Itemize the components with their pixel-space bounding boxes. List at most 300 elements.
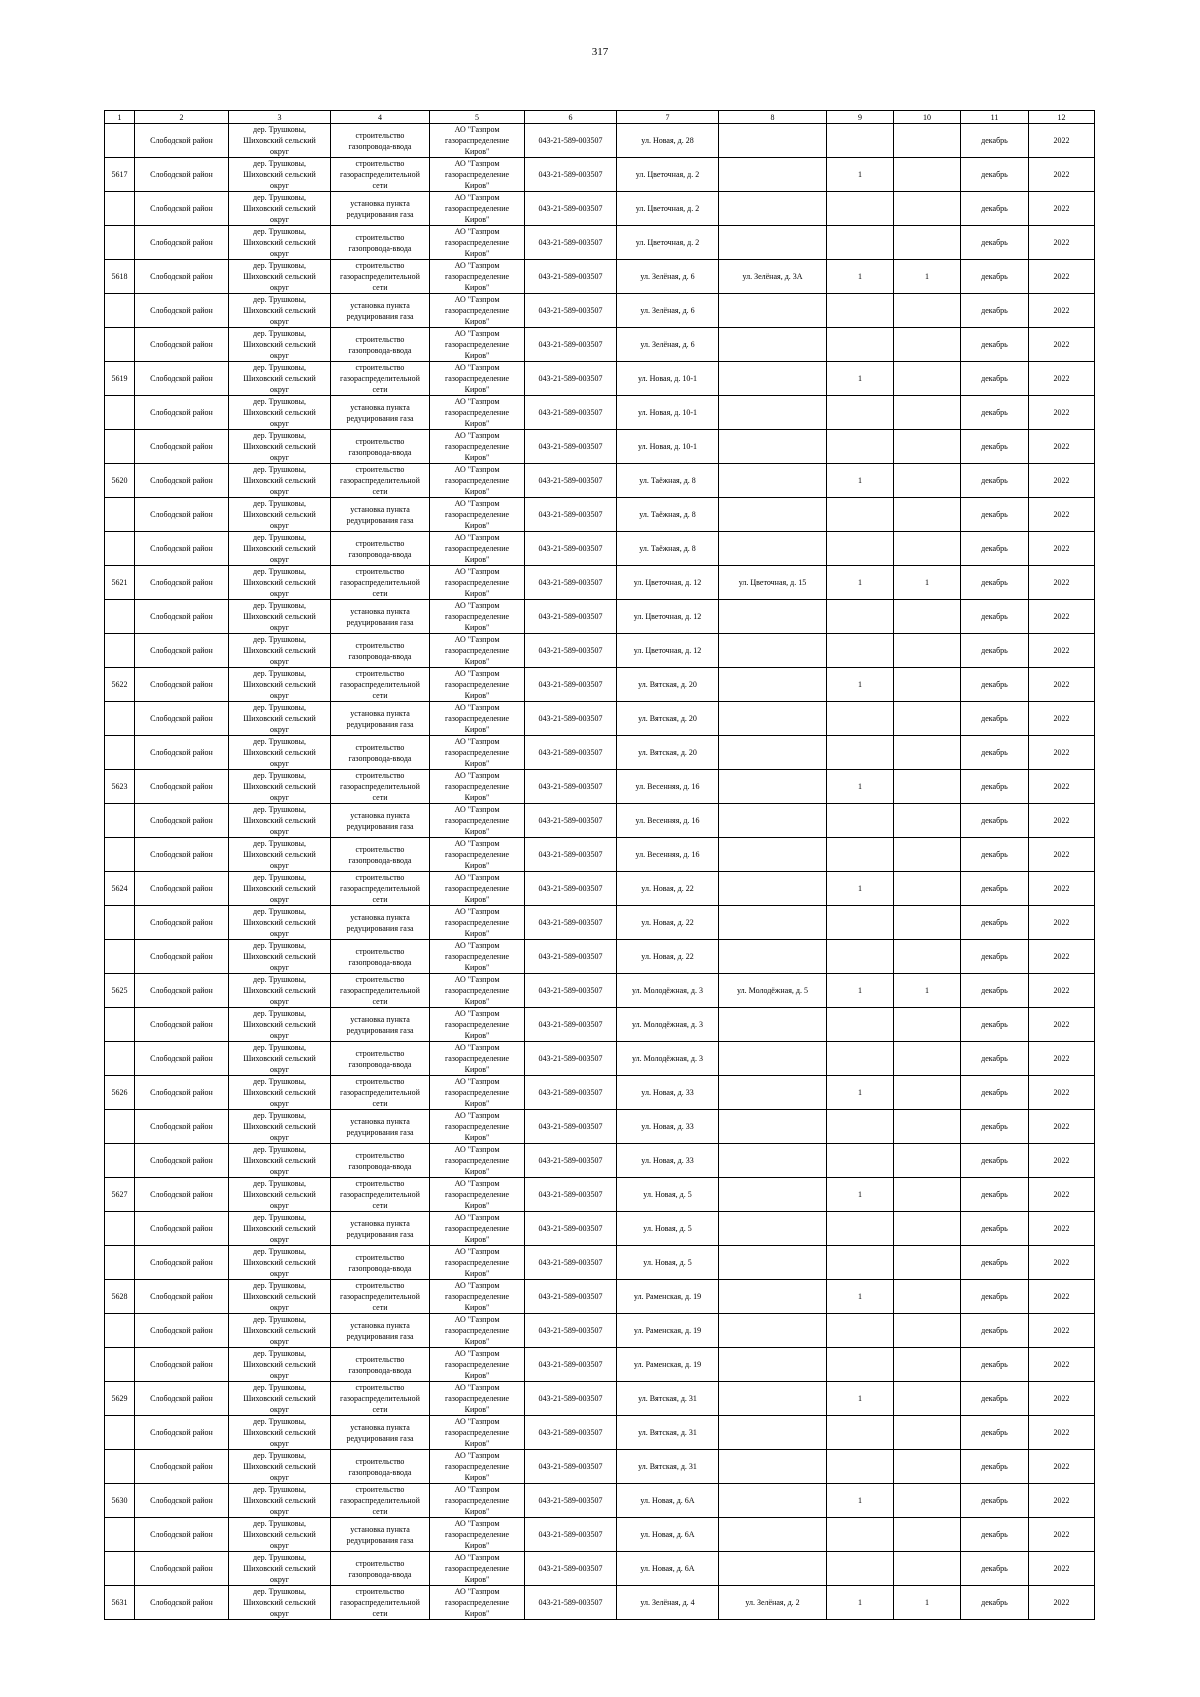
cell-locality: дер. Трушковы, Шиховский сельский округ — [229, 532, 331, 566]
cell-work-type: строительство газораспределительной сети — [331, 770, 430, 804]
cell-code: 043-21-589-003507 — [525, 1484, 617, 1518]
cell-count-1 — [827, 1008, 894, 1042]
cell-work-type: строительство газораспределительной сети — [331, 158, 430, 192]
cell-count-1 — [827, 1552, 894, 1586]
cell-locality: дер. Трушковы, Шиховский сельский округ — [229, 362, 331, 396]
cell-address: ул. Новая, д. 22 — [617, 906, 719, 940]
cell-district: Слободской район — [135, 192, 229, 226]
cell-organization: АО "Газпром газораспределение Киров" — [430, 634, 525, 668]
cell-code: 043-21-589-003507 — [525, 1382, 617, 1416]
cell-address-2 — [719, 1008, 827, 1042]
cell-year: 2022 — [1029, 1382, 1095, 1416]
cell-locality: дер. Трушковы, Шиховский сельский округ — [229, 1212, 331, 1246]
cell-code: 043-21-589-003507 — [525, 1144, 617, 1178]
cell-count-1: 1 — [827, 1076, 894, 1110]
cell-address: ул. Таёжная, д. 8 — [617, 464, 719, 498]
cell-locality: дер. Трушковы, Шиховский сельский округ — [229, 600, 331, 634]
cell-year: 2022 — [1029, 634, 1095, 668]
cell-address: ул. Цветочная, д. 2 — [617, 158, 719, 192]
cell-number: 5629 — [105, 1382, 135, 1416]
cell-code: 043-21-589-003507 — [525, 532, 617, 566]
cell-year: 2022 — [1029, 430, 1095, 464]
cell-number: 5624 — [105, 872, 135, 906]
cell-count-1: 1 — [827, 1382, 894, 1416]
header-row — [105, 111, 1095, 124]
cell-year: 2022 — [1029, 600, 1095, 634]
cell-locality: дер. Трушковы, Шиховский сельский округ — [229, 1076, 331, 1110]
cell-code: 043-21-589-003507 — [525, 1178, 617, 1212]
cell-number — [105, 940, 135, 974]
cell-locality: дер. Трушковы, Шиховский сельский округ — [229, 124, 331, 158]
cell-number — [105, 1450, 135, 1484]
cell-month: декабрь — [961, 838, 1029, 872]
cell-address-2 — [719, 1450, 827, 1484]
cell-count-2 — [894, 396, 961, 430]
cell-count-2 — [894, 838, 961, 872]
cell-count-1: 1 — [827, 770, 894, 804]
cell-year: 2022 — [1029, 906, 1095, 940]
cell-code: 043-21-589-003507 — [525, 226, 617, 260]
cell-organization: АО "Газпром газораспределение Киров" — [430, 1484, 525, 1518]
cell-count-2 — [894, 634, 961, 668]
cell-district: Слободской район — [135, 1008, 229, 1042]
cell-number — [105, 498, 135, 532]
cell-district: Слободской район — [135, 1110, 229, 1144]
cell-count-1 — [827, 1416, 894, 1450]
cell-work-type: установка пункта редуцирования газа — [331, 294, 430, 328]
cell-organization: АО "Газпром газораспределение Киров" — [430, 1552, 525, 1586]
cell-count-2 — [894, 1382, 961, 1416]
cell-count-2 — [894, 1212, 961, 1246]
cell-code: 043-21-589-003507 — [525, 192, 617, 226]
column-header: 4 — [331, 111, 430, 124]
cell-address: ул. Новая, д. 28 — [617, 124, 719, 158]
cell-work-type: строительство газопровода-ввода — [331, 1042, 430, 1076]
cell-organization: АО "Газпром газораспределение Киров" — [430, 1450, 525, 1484]
cell-district: Слободской район — [135, 1586, 229, 1620]
cell-locality: дер. Трушковы, Шиховский сельский округ — [229, 1552, 331, 1586]
cell-work-type: строительство газопровода-ввода — [331, 1552, 430, 1586]
cell-count-1 — [827, 804, 894, 838]
table-row — [105, 1280, 1095, 1314]
cell-number — [105, 1246, 135, 1280]
cell-locality: дер. Трушковы, Шиховский сельский округ — [229, 1042, 331, 1076]
cell-month: декабрь — [961, 1416, 1029, 1450]
cell-count-2 — [894, 1042, 961, 1076]
cell-count-2 — [894, 1484, 961, 1518]
cell-address-2 — [719, 1246, 827, 1280]
cell-organization: АО "Газпром газораспределение Киров" — [430, 1212, 525, 1246]
table-row — [105, 1076, 1095, 1110]
cell-address-2 — [719, 430, 827, 464]
cell-address: ул. Новая, д. 22 — [617, 872, 719, 906]
cell-count-1 — [827, 124, 894, 158]
cell-month: декабрь — [961, 1280, 1029, 1314]
cell-work-type: установка пункта редуцирования газа — [331, 1314, 430, 1348]
cell-count-2 — [894, 668, 961, 702]
cell-address-2 — [719, 1552, 827, 1586]
cell-number: 5630 — [105, 1484, 135, 1518]
cell-work-type: строительство газораспределительной сети — [331, 974, 430, 1008]
cell-locality: дер. Трушковы, Шиховский сельский округ — [229, 1246, 331, 1280]
cell-year: 2022 — [1029, 328, 1095, 362]
cell-month: декабрь — [961, 600, 1029, 634]
cell-district: Слободской район — [135, 328, 229, 362]
cell-code: 043-21-589-003507 — [525, 1314, 617, 1348]
cell-number — [105, 1552, 135, 1586]
cell-address: ул. Новая, д. 33 — [617, 1076, 719, 1110]
table-row — [105, 1484, 1095, 1518]
cell-address-2 — [719, 396, 827, 430]
cell-month: декабрь — [961, 498, 1029, 532]
column-header: 2 — [135, 111, 229, 124]
cell-work-type: установка пункта редуцирования газа — [331, 1008, 430, 1042]
cell-work-type: строительство газопровода-ввода — [331, 1450, 430, 1484]
cell-count-1: 1 — [827, 362, 894, 396]
cell-address-2 — [719, 1280, 827, 1314]
cell-month: декабрь — [961, 226, 1029, 260]
cell-code: 043-21-589-003507 — [525, 1518, 617, 1552]
table-row — [105, 600, 1095, 634]
cell-year: 2022 — [1029, 1484, 1095, 1518]
cell-address: ул. Новая, д. 5 — [617, 1246, 719, 1280]
cell-organization: АО "Газпром газораспределение Киров" — [430, 1416, 525, 1450]
cell-work-type: строительство газораспределительной сети — [331, 1586, 430, 1620]
cell-locality: дер. Трушковы, Шиховский сельский округ — [229, 974, 331, 1008]
table-row — [105, 1178, 1095, 1212]
cell-work-type: строительство газораспределительной сети — [331, 1280, 430, 1314]
cell-count-2 — [894, 1144, 961, 1178]
cell-district: Слободской район — [135, 1348, 229, 1382]
cell-month: декабрь — [961, 702, 1029, 736]
cell-number — [105, 430, 135, 464]
cell-district: Слободской район — [135, 974, 229, 1008]
cell-locality: дер. Трушковы, Шиховский сельский округ — [229, 226, 331, 260]
table-row — [105, 1552, 1095, 1586]
cell-district: Слободской район — [135, 566, 229, 600]
cell-count-1 — [827, 192, 894, 226]
cell-year: 2022 — [1029, 770, 1095, 804]
cell-organization: АО "Газпром газораспределение Киров" — [430, 1382, 525, 1416]
cell-organization: АО "Газпром газораспределение Киров" — [430, 158, 525, 192]
cell-number — [105, 804, 135, 838]
cell-count-1: 1 — [827, 1178, 894, 1212]
cell-count-2 — [894, 872, 961, 906]
table-row — [105, 192, 1095, 226]
cell-work-type: установка пункта редуцирования газа — [331, 804, 430, 838]
cell-month: декабрь — [961, 294, 1029, 328]
cell-address: ул. Молодёжная, д. 3 — [617, 1042, 719, 1076]
cell-locality: дер. Трушковы, Шиховский сельский округ — [229, 430, 331, 464]
cell-locality: дер. Трушковы, Шиховский сельский округ — [229, 1314, 331, 1348]
cell-code: 043-21-589-003507 — [525, 838, 617, 872]
cell-address-2 — [719, 226, 827, 260]
cell-year: 2022 — [1029, 1586, 1095, 1620]
cell-number — [105, 396, 135, 430]
cell-district: Слободской район — [135, 634, 229, 668]
cell-number — [105, 1518, 135, 1552]
cell-address: ул. Новая, д. 33 — [617, 1144, 719, 1178]
cell-organization: АО "Газпром газораспределение Киров" — [430, 294, 525, 328]
table-row — [105, 1314, 1095, 1348]
cell-address: ул. Весенняя, д. 16 — [617, 838, 719, 872]
table-row — [105, 464, 1095, 498]
cell-year: 2022 — [1029, 1348, 1095, 1382]
cell-locality: дер. Трушковы, Шиховский сельский округ — [229, 702, 331, 736]
cell-work-type: строительство газораспределительной сети — [331, 668, 430, 702]
cell-district: Слободской район — [135, 1280, 229, 1314]
cell-month: декабрь — [961, 634, 1029, 668]
cell-address-2 — [719, 940, 827, 974]
cell-year: 2022 — [1029, 804, 1095, 838]
cell-month: декабрь — [961, 1450, 1029, 1484]
cell-month: декабрь — [961, 1586, 1029, 1620]
cell-address-2 — [719, 464, 827, 498]
cell-locality: дер. Трушковы, Шиховский сельский округ — [229, 1518, 331, 1552]
cell-work-type: строительство газопровода-ввода — [331, 940, 430, 974]
cell-address-2 — [719, 634, 827, 668]
table-row — [105, 566, 1095, 600]
cell-work-type: строительство газораспределительной сети — [331, 1484, 430, 1518]
cell-locality: дер. Трушковы, Шиховский сельский округ — [229, 158, 331, 192]
cell-code: 043-21-589-003507 — [525, 1076, 617, 1110]
cell-organization: АО "Газпром газораспределение Киров" — [430, 770, 525, 804]
cell-code: 043-21-589-003507 — [525, 566, 617, 600]
cell-work-type: строительство газораспределительной сети — [331, 566, 430, 600]
cell-month: декабрь — [961, 1552, 1029, 1586]
cell-month: декабрь — [961, 974, 1029, 1008]
cell-count-1 — [827, 1212, 894, 1246]
cell-organization: АО "Газпром газораспределение Киров" — [430, 600, 525, 634]
cell-district: Слободской район — [135, 770, 229, 804]
cell-address-2 — [719, 192, 827, 226]
cell-year: 2022 — [1029, 158, 1095, 192]
cell-organization: АО "Газпром газораспределение Киров" — [430, 1110, 525, 1144]
cell-code: 043-21-589-003507 — [525, 634, 617, 668]
table-row — [105, 974, 1095, 1008]
cell-address: ул. Весенняя, д. 16 — [617, 770, 719, 804]
cell-organization: АО "Газпром газораспределение Киров" — [430, 906, 525, 940]
cell-address: ул. Раменская, д. 19 — [617, 1348, 719, 1382]
cell-count-2 — [894, 328, 961, 362]
table-row — [105, 1382, 1095, 1416]
cell-year: 2022 — [1029, 464, 1095, 498]
cell-code: 043-21-589-003507 — [525, 1348, 617, 1382]
table-row — [105, 294, 1095, 328]
cell-count-2 — [894, 1246, 961, 1280]
cell-organization: АО "Газпром газораспределение Киров" — [430, 1178, 525, 1212]
cell-work-type: строительство газопровода-ввода — [331, 1348, 430, 1382]
cell-count-2: 1 — [894, 566, 961, 600]
cell-address: ул. Новая, д. 5 — [617, 1178, 719, 1212]
cell-district: Слободской район — [135, 1382, 229, 1416]
cell-district: Слободской район — [135, 1246, 229, 1280]
cell-address: ул. Вятская, д. 20 — [617, 736, 719, 770]
column-header: 11 — [961, 111, 1029, 124]
cell-work-type: строительство газопровода-ввода — [331, 838, 430, 872]
cell-month: декабрь — [961, 1212, 1029, 1246]
cell-work-type: строительство газопровода-ввода — [331, 124, 430, 158]
cell-address: ул. Зелёная, д. 6 — [617, 328, 719, 362]
cell-count-1: 1 — [827, 464, 894, 498]
cell-year: 2022 — [1029, 1280, 1095, 1314]
cell-locality: дер. Трушковы, Шиховский сельский округ — [229, 1484, 331, 1518]
cell-year: 2022 — [1029, 668, 1095, 702]
cell-count-2 — [894, 1110, 961, 1144]
cell-locality: дер. Трушковы, Шиховский сельский округ — [229, 736, 331, 770]
cell-count-2 — [894, 736, 961, 770]
cell-district: Слободской район — [135, 430, 229, 464]
cell-address-2 — [719, 158, 827, 192]
cell-count-2 — [894, 600, 961, 634]
cell-work-type: строительство газораспределительной сети — [331, 260, 430, 294]
cell-number — [105, 294, 135, 328]
cell-locality: дер. Трушковы, Шиховский сельский округ — [229, 1416, 331, 1450]
cell-address-2 — [719, 770, 827, 804]
cell-work-type: установка пункта редуцирования газа — [331, 1212, 430, 1246]
cell-count-2 — [894, 498, 961, 532]
cell-address-2 — [719, 1144, 827, 1178]
cell-month: декабрь — [961, 1348, 1029, 1382]
cell-count-2 — [894, 362, 961, 396]
column-header: 7 — [617, 111, 719, 124]
cell-organization: АО "Газпром газораспределение Киров" — [430, 1280, 525, 1314]
cell-month: декабрь — [961, 192, 1029, 226]
cell-code: 043-21-589-003507 — [525, 1416, 617, 1450]
cell-number — [105, 192, 135, 226]
cell-month: декабрь — [961, 1518, 1029, 1552]
cell-number — [105, 838, 135, 872]
cell-number — [105, 702, 135, 736]
cell-year: 2022 — [1029, 838, 1095, 872]
cell-address: ул. Новая, д. 10-1 — [617, 362, 719, 396]
cell-district: Слободской район — [135, 294, 229, 328]
cell-address: ул. Новая, д. 22 — [617, 940, 719, 974]
page-number: 317 — [591, 46, 609, 58]
cell-organization: АО "Газпром газораспределение Киров" — [430, 668, 525, 702]
cell-district: Слободской район — [135, 906, 229, 940]
cell-month: декабрь — [961, 124, 1029, 158]
cell-code: 043-21-589-003507 — [525, 974, 617, 1008]
cell-address: ул. Цветочная, д. 12 — [617, 600, 719, 634]
cell-work-type: строительство газопровода-ввода — [331, 1144, 430, 1178]
cell-address: ул. Цветочная, д. 12 — [617, 634, 719, 668]
cell-number — [105, 532, 135, 566]
cell-count-1 — [827, 736, 894, 770]
cell-count-1 — [827, 634, 894, 668]
cell-address-2 — [719, 1416, 827, 1450]
cell-work-type: строительство газораспределительной сети — [331, 464, 430, 498]
cell-work-type: строительство газораспределительной сети — [331, 872, 430, 906]
cell-number: 5627 — [105, 1178, 135, 1212]
cell-address-2 — [719, 872, 827, 906]
cell-count-1 — [827, 294, 894, 328]
cell-month: декабрь — [961, 430, 1029, 464]
cell-district: Слободской район — [135, 1416, 229, 1450]
cell-locality: дер. Трушковы, Шиховский сельский округ — [229, 328, 331, 362]
cell-number — [105, 1314, 135, 1348]
cell-address-2: ул. Зелёная, д. 3А — [719, 260, 827, 294]
cell-code: 043-21-589-003507 — [525, 430, 617, 464]
cell-district: Слободской район — [135, 668, 229, 702]
cell-district: Слободской район — [135, 736, 229, 770]
cell-count-2 — [894, 1348, 961, 1382]
cell-count-1 — [827, 1110, 894, 1144]
cell-count-1 — [827, 226, 894, 260]
cell-count-1 — [827, 1246, 894, 1280]
cell-locality: дер. Трушковы, Шиховский сельский округ — [229, 804, 331, 838]
cell-organization: АО "Газпром газораспределение Киров" — [430, 566, 525, 600]
cell-code: 043-21-589-003507 — [525, 396, 617, 430]
cell-address: ул. Новая, д. 6А — [617, 1552, 719, 1586]
table-row — [105, 1212, 1095, 1246]
cell-year: 2022 — [1029, 1212, 1095, 1246]
cell-count-2 — [894, 1178, 961, 1212]
cell-organization: АО "Газпром газораспределение Киров" — [430, 736, 525, 770]
table-row — [105, 1144, 1095, 1178]
cell-year: 2022 — [1029, 226, 1095, 260]
cell-organization: АО "Газпром газораспределение Киров" — [430, 1348, 525, 1382]
cell-month: декабрь — [961, 1110, 1029, 1144]
cell-count-2: 1 — [894, 260, 961, 294]
cell-month: декабрь — [961, 872, 1029, 906]
cell-district: Слободской район — [135, 940, 229, 974]
cell-district: Слободской район — [135, 498, 229, 532]
cell-address: ул. Вятская, д. 31 — [617, 1416, 719, 1450]
cell-count-2 — [894, 1450, 961, 1484]
cell-year: 2022 — [1029, 532, 1095, 566]
cell-organization: АО "Газпром газораспределение Киров" — [430, 702, 525, 736]
cell-address: ул. Новая, д. 6А — [617, 1518, 719, 1552]
cell-address: ул. Зелёная, д. 6 — [617, 294, 719, 328]
cell-number — [105, 600, 135, 634]
cell-count-1: 1 — [827, 668, 894, 702]
cell-year: 2022 — [1029, 702, 1095, 736]
cell-locality: дер. Трушковы, Шиховский сельский округ — [229, 1144, 331, 1178]
cell-address-2 — [719, 1076, 827, 1110]
cell-count-2: 1 — [894, 1586, 961, 1620]
cell-count-2 — [894, 464, 961, 498]
cell-organization: АО "Газпром газораспределение Киров" — [430, 804, 525, 838]
cell-address: ул. Весенняя, д. 16 — [617, 804, 719, 838]
cell-address: ул. Цветочная, д. 2 — [617, 192, 719, 226]
cell-address-2 — [719, 1212, 827, 1246]
cell-code: 043-21-589-003507 — [525, 1552, 617, 1586]
cell-organization: АО "Газпром газораспределение Киров" — [430, 1314, 525, 1348]
cell-year: 2022 — [1029, 872, 1095, 906]
table-body — [105, 124, 1095, 1620]
cell-code: 043-21-589-003507 — [525, 1008, 617, 1042]
table-row — [105, 838, 1095, 872]
cell-address-2 — [719, 1314, 827, 1348]
cell-district: Слободской район — [135, 838, 229, 872]
cell-count-2 — [894, 804, 961, 838]
cell-code: 043-21-589-003507 — [525, 702, 617, 736]
cell-locality: дер. Трушковы, Шиховский сельский округ — [229, 1110, 331, 1144]
cell-locality: дер. Трушковы, Шиховский сельский округ — [229, 1280, 331, 1314]
cell-organization: АО "Газпром газораспределение Киров" — [430, 192, 525, 226]
cell-number: 5617 — [105, 158, 135, 192]
cell-count-1 — [827, 1314, 894, 1348]
cell-locality: дер. Трушковы, Шиховский сельский округ — [229, 464, 331, 498]
cell-organization: АО "Газпром газораспределение Киров" — [430, 226, 525, 260]
cell-year: 2022 — [1029, 1076, 1095, 1110]
cell-year: 2022 — [1029, 192, 1095, 226]
register-table — [104, 110, 1095, 1620]
cell-work-type: установка пункта редуцирования газа — [331, 1110, 430, 1144]
cell-count-1 — [827, 532, 894, 566]
table-row — [105, 1110, 1095, 1144]
